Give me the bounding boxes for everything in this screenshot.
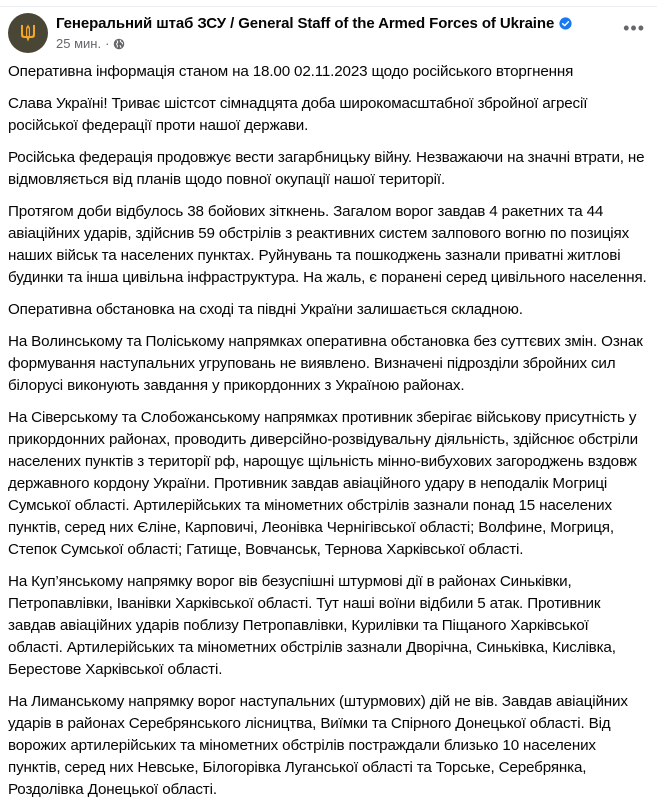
post-paragraph: На Волинському та Поліському напрямках оперативна обстановка без суттєвих змін. Ознак формування наступальних угруповань не виявлено. Визначені підрозділи збройних сил білорусі виконують завдання у прикордонних з Україною районах.: [8, 333, 643, 394]
globe-icon[interactable]: [113, 38, 125, 50]
author-name[interactable]: Генеральний штаб ЗСУ / General Staff of the Armed Forces of Ukraine: [56, 15, 555, 32]
trident-icon: [20, 24, 36, 42]
timestamp[interactable]: 25 мин.: [56, 36, 102, 51]
verified-badge-icon: [559, 17, 572, 30]
post-paragraph: Протягом доби відбулось 38 бойових зіткнень. Загалом ворог завдав 4 ракетних та 44 авіаційних ударів, здійснив 59 обстрілів з реактивних систем залпового вогню по позиціях наших військ та населених пунктах. Руйнувань та пошкоджень зазнали приватні житлові будинки та інша цивільна інфраструктура. На жаль, є поранені серед цивільного населення.: [8, 203, 647, 286]
post-paragraph: Російська федерація продовжує вести загарбницьку війну. Незважаючи на значні втрати, не відмовляється від планів щодо повної окупації нашої території.: [8, 149, 645, 188]
post-paragraph: Слава Україні! Триває шістсот сімнадцята доба широкомасштабної збройної агресії російської федерації проти нашої держави.: [8, 95, 588, 134]
post-body: [0, 61, 657, 801]
more-options-button[interactable]: •••: [623, 18, 645, 38]
post-paragraph: На Куп’янському напрямку ворог вів безуспішні штурмові дії в районах Синьківки, Петропавлівки, Іванівки Харківської області. Тут наші воїни відбили 5 атак. Противник завдав авіаційних ударів поблизу Петропавлівки, Курилівки та Піщаного Харківської області. Артилерійських та мінометних обстрілів зазнали Дворічна, Синьківка, Кислівка, Берестове Харківської області.: [8, 573, 616, 678]
post-paragraph: На Сіверському та Слобожанському напрямках противник зберігає військову присутність у прикордонних районах, проводить диверсійно-розвідувальну діяльність, здійснює обстріли населених пунктів з території рф, нарощує щільність мінно-вибухових загороджень вздовж державного кордону України. Противник завдав авіаційного удару в неподалік Могриці Сумської області. Артилерійських та мінометних обстрілів зазнали понад 15 населених пунктів, серед них Єліне, Карповичі, Леонівка Чернігівської області; Волфине, Могриця, Степок Сумської області; Гатище, Вовчанськ, Тернова Харківської області.: [8, 409, 638, 558]
meta-separator: ·: [105, 36, 110, 51]
avatar[interactable]: [8, 13, 48, 53]
post-paragraph: На Лиманському напрямку ворог наступальних (штурмових) дій не вів. Завдав авіаційних ударів в районах Серебрянського лісництва, Виїмки та Спірного Донецької області. Від ворожих артилерійських та мінометних обстрілів постраждали близько 10 населених пунктів, серед них Невське, Білогорівка Луганської області та Торське, Серебрянка, Роздолівка Донецької області.: [8, 693, 628, 798]
post-paragraph: Оперативна обстановка на сході та півдні України залишається складною.: [8, 301, 523, 318]
post-paragraph-title: Оперативна інформація станом на 18.00 02.11.2023 щодо російського вторгнення: [8, 63, 574, 80]
post-header: [0, 7, 657, 57]
post-meta: [56, 36, 125, 51]
author-line: [56, 15, 572, 32]
top-divider: [0, 0, 657, 7]
